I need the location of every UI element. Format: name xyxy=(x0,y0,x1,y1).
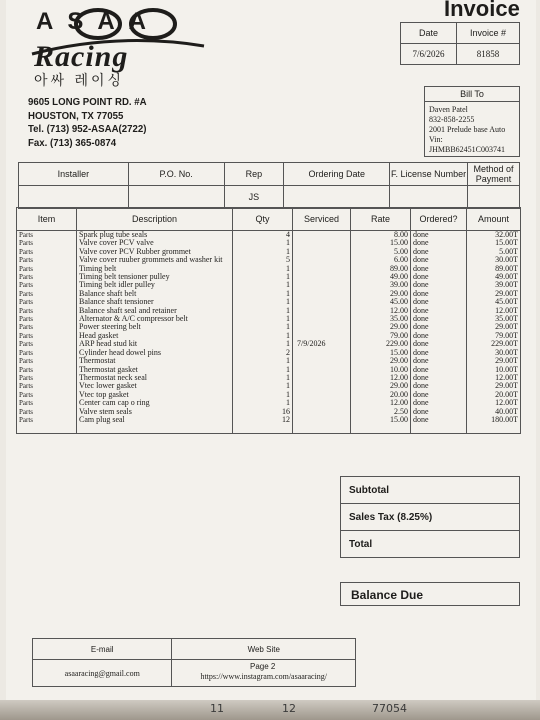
serviced-cell xyxy=(293,239,351,247)
description-cell: ARP head stud kit xyxy=(77,340,233,348)
amount-cell: 5.00T xyxy=(467,248,521,256)
rate-cell: 15.00 xyxy=(351,239,411,247)
serviced-cell xyxy=(293,382,351,390)
serviced-cell xyxy=(293,366,351,374)
table-row xyxy=(17,315,521,323)
invoice-number-header: Invoice # xyxy=(457,23,520,44)
rate-cell: 229.00 xyxy=(351,340,411,348)
col-amount: Amount xyxy=(467,208,521,231)
payment-value xyxy=(468,186,520,209)
table-row xyxy=(17,256,521,264)
table-row xyxy=(17,231,521,240)
item-cell: Parts xyxy=(17,315,77,323)
ordered-cell: done xyxy=(411,416,467,424)
item-cell: Parts xyxy=(17,290,77,298)
qty-cell: 1 xyxy=(233,298,293,306)
balance-due-label: Balance Due xyxy=(340,582,520,606)
ordered-cell: done xyxy=(411,323,467,331)
item-cell: Parts xyxy=(17,265,77,273)
ordered-cell: done xyxy=(411,281,467,289)
item-cell: Parts xyxy=(17,349,77,357)
ordered-cell: done xyxy=(411,256,467,264)
amount-cell: 79.00T xyxy=(467,332,521,340)
description-cell: Valve stem seals xyxy=(77,408,233,416)
qty-cell: 1 xyxy=(233,239,293,247)
qty-cell: 16 xyxy=(233,408,293,416)
col-item: Item xyxy=(17,208,77,231)
item-cell: Parts xyxy=(17,340,77,348)
order-header-table xyxy=(18,162,520,209)
rate-cell: 49.00 xyxy=(351,273,411,281)
serviced-cell: 7/9/2026 xyxy=(293,340,351,348)
address-line-1: 9605 LONG POINT RD. #A xyxy=(28,96,147,108)
item-cell: Parts xyxy=(17,298,77,306)
logo-script: Racing xyxy=(34,40,129,73)
table-row xyxy=(17,248,521,256)
customer-vin: JHMBB62451C003741 xyxy=(429,145,506,154)
amount-cell: 30.00T xyxy=(467,256,521,264)
rate-cell: 35.00 xyxy=(351,315,411,323)
rate-cell: 8.00 xyxy=(351,231,411,240)
ordered-cell: done xyxy=(411,340,467,348)
rate-cell: 79.00 xyxy=(351,332,411,340)
ordered-cell: done xyxy=(411,307,467,315)
description-cell: Thermostat gasket xyxy=(77,366,233,374)
serviced-cell xyxy=(293,399,351,407)
rep-value: JS xyxy=(224,186,284,209)
description-cell: Center cam cap o ring xyxy=(77,399,233,407)
amount-cell: 45.00T xyxy=(467,298,521,306)
qty-cell: 1 xyxy=(233,265,293,273)
item-cell: Parts xyxy=(17,332,77,340)
item-cell: Parts xyxy=(17,256,77,264)
ordered-cell: done xyxy=(411,357,467,365)
amount-cell: 32.00T xyxy=(467,231,521,240)
description-cell: Cam plug seal xyxy=(77,416,233,424)
table-row xyxy=(17,340,521,348)
rate-cell: 12.00 xyxy=(351,374,411,382)
serviced-cell xyxy=(293,349,351,357)
qty-cell: 1 xyxy=(233,281,293,289)
description-cell: Spark plug tube seals xyxy=(77,231,233,240)
serviced-cell xyxy=(293,256,351,264)
ordered-cell: done xyxy=(411,374,467,382)
description-cell-empty xyxy=(77,424,233,433)
bill-to-header: Bill To xyxy=(424,86,520,102)
rep-header: Rep xyxy=(224,163,284,186)
qty-cell: 1 xyxy=(233,357,293,365)
ordered-cell: done xyxy=(411,231,467,240)
qty-cell: 1 xyxy=(233,374,293,382)
rate-cell: 15.00 xyxy=(351,349,411,357)
item-cell: Parts xyxy=(17,231,77,240)
qty-cell: 1 xyxy=(233,290,293,298)
item-cell: Parts xyxy=(17,416,77,424)
table-row xyxy=(17,307,521,315)
table-row xyxy=(17,265,521,273)
item-cell: Parts xyxy=(17,281,77,289)
ordered-cell: done xyxy=(411,239,467,247)
rate-cell: 6.00 xyxy=(351,256,411,264)
ordered-cell: done xyxy=(411,265,467,273)
qty-cell: 1 xyxy=(233,332,293,340)
company-address xyxy=(28,96,147,150)
address-line-2: HOUSTON, TX 77055 xyxy=(28,109,124,122)
serviced-cell xyxy=(293,248,351,256)
item-cell: Parts xyxy=(17,374,77,382)
amount-cell: 12.00T xyxy=(467,307,521,315)
table-row xyxy=(17,273,521,281)
handwriting-right: 77054 xyxy=(372,702,407,715)
rate-cell: 29.00 xyxy=(351,323,411,331)
qty-cell: 5 xyxy=(233,256,293,264)
table-row xyxy=(17,357,521,365)
serviced-cell xyxy=(293,408,351,416)
company-logo xyxy=(28,6,208,89)
qty-cell: 4 xyxy=(233,231,293,240)
amount-cell: 12.00T xyxy=(467,399,521,407)
serviced-cell xyxy=(293,416,351,424)
rate-cell: 10.00 xyxy=(351,366,411,374)
license-header: F. License Number xyxy=(390,163,468,186)
table-row xyxy=(17,239,521,247)
rate-cell: 29.00 xyxy=(351,382,411,390)
col-rate: Rate xyxy=(351,208,411,231)
qty-cell: 2 xyxy=(233,349,293,357)
amount-cell: 180.00T xyxy=(467,416,521,424)
serviced-cell xyxy=(293,298,351,306)
qty-cell: 1 xyxy=(233,399,293,407)
description-cell: Vtec top gasket xyxy=(77,391,233,399)
ordered-cell: done xyxy=(411,298,467,306)
description-cell: Valve cover PCV valve xyxy=(77,239,233,247)
col-qty: Qty xyxy=(233,208,293,231)
amount-cell: 229.00T xyxy=(467,340,521,348)
description-cell: Valve cover ruuber grommets and washer kit xyxy=(77,256,233,264)
table-row xyxy=(17,349,521,357)
ordered-cell: done xyxy=(411,366,467,374)
qty-cell: 1 xyxy=(233,340,293,348)
qty-cell: 1 xyxy=(233,391,293,399)
invoice-meta-table xyxy=(400,22,520,65)
amount-cell: 89.00T xyxy=(467,265,521,273)
amount-cell: 35.00T xyxy=(467,315,521,323)
ordering-date-value xyxy=(284,186,390,209)
item-cell: Parts xyxy=(17,248,77,256)
website-value[interactable]: https://www.instagram.com/asaaracing/ xyxy=(172,660,356,687)
qty-cell: 1 xyxy=(233,307,293,315)
item-cell: Parts xyxy=(17,239,77,247)
table-row xyxy=(17,408,521,416)
table-row xyxy=(17,323,521,331)
rate-cell: 20.00 xyxy=(351,391,411,399)
description-cell: Thermostat xyxy=(77,357,233,365)
installer-value xyxy=(19,186,129,209)
amount-cell-empty xyxy=(467,424,521,433)
bill-to-box xyxy=(424,86,520,157)
serviced-cell xyxy=(293,332,351,340)
table-row xyxy=(17,382,521,390)
item-cell: Parts xyxy=(17,273,77,281)
table-row xyxy=(17,391,521,399)
rate-cell-empty xyxy=(351,424,411,433)
handwriting-mid: 12 xyxy=(282,702,296,715)
bill-to-body xyxy=(424,102,520,157)
amount-cell: 29.00T xyxy=(467,382,521,390)
line-items-table xyxy=(16,207,521,434)
company-fax: Fax. (713) 365-0874 xyxy=(28,136,117,149)
ordered-cell: done xyxy=(411,315,467,323)
amount-cell: 49.00T xyxy=(467,273,521,281)
rate-cell: 29.00 xyxy=(351,357,411,365)
table-row xyxy=(17,290,521,298)
invoice-title: Invoice xyxy=(444,0,520,21)
serviced-cell xyxy=(293,357,351,365)
logo-korean: 아싸 레이싱 xyxy=(34,73,125,89)
qty-cell: 1 xyxy=(233,382,293,390)
po-header: P.O. No. xyxy=(128,163,224,186)
customer-phone: 832-858-2255 xyxy=(429,115,475,124)
description-cell: Timing belt idler pulley xyxy=(77,281,233,289)
rate-cell: 5.00 xyxy=(351,248,411,256)
amount-cell: 29.00T xyxy=(467,357,521,365)
description-cell: Cylinder head dowel pins xyxy=(77,349,233,357)
serviced-cell xyxy=(293,307,351,315)
amount-cell: 29.00T xyxy=(467,290,521,298)
item-cell: Parts xyxy=(17,323,77,331)
footer-table xyxy=(32,638,356,687)
email-value[interactable]: asaaracing@gmail.com xyxy=(33,660,172,687)
ordered-cell: done xyxy=(411,382,467,390)
amount-cell: 12.00T xyxy=(467,374,521,382)
item-cell-empty xyxy=(17,424,77,433)
customer-name: Daven Patel xyxy=(429,105,468,114)
desk-surface xyxy=(0,700,540,720)
item-cell: Parts xyxy=(17,307,77,315)
amount-cell: 40.00T xyxy=(467,408,521,416)
col-ordered: Ordered? xyxy=(411,208,467,231)
rate-cell: 12.00 xyxy=(351,307,411,315)
table-row xyxy=(17,298,521,306)
date-header: Date xyxy=(401,23,457,44)
totals-table xyxy=(340,476,520,558)
serviced-cell-empty xyxy=(293,424,351,433)
amount-cell: 39.00T xyxy=(467,281,521,289)
description-cell: Vtec lower gasket xyxy=(77,382,233,390)
serviced-cell xyxy=(293,231,351,240)
serviced-cell xyxy=(293,391,351,399)
item-cell: Parts xyxy=(17,391,77,399)
ordered-cell: done xyxy=(411,349,467,357)
description-cell: Balance shaft belt xyxy=(77,290,233,298)
serviced-cell xyxy=(293,273,351,281)
handwriting-left: 11 xyxy=(210,702,224,715)
rate-cell: 15.00 xyxy=(351,416,411,424)
qty-cell: 1 xyxy=(233,273,293,281)
col-description: Description xyxy=(77,208,233,231)
vin-label: Vin: xyxy=(429,135,443,144)
table-row xyxy=(17,332,521,340)
rate-cell: 39.00 xyxy=(351,281,411,289)
rate-cell: 89.00 xyxy=(351,265,411,273)
page-number: Page 2 xyxy=(250,662,276,671)
qty-cell: 1 xyxy=(233,366,293,374)
description-cell: Valve cover PCV Rubber grommet xyxy=(77,248,233,256)
logo-letters: ASAA xyxy=(36,8,161,35)
customer-vehicle: 2001 Prelude base Auto xyxy=(429,125,506,134)
qty-cell: 1 xyxy=(233,248,293,256)
qty-cell: 1 xyxy=(233,323,293,331)
ordered-cell: done xyxy=(411,391,467,399)
item-cell: Parts xyxy=(17,399,77,407)
amount-cell: 10.00T xyxy=(467,366,521,374)
rate-cell: 45.00 xyxy=(351,298,411,306)
ordered-cell: done xyxy=(411,290,467,298)
payment-header: Method of Payment xyxy=(468,163,520,186)
installer-header: Installer xyxy=(19,163,129,186)
description-cell: Alternator & A/C compressor belt xyxy=(77,315,233,323)
ordered-cell: done xyxy=(411,399,467,407)
rate-cell: 2.50 xyxy=(351,408,411,416)
website-header: Web Site xyxy=(172,639,356,660)
invoice-number: 81858 xyxy=(457,44,520,65)
col-serviced: Serviced xyxy=(293,208,351,231)
license-value xyxy=(390,186,468,209)
item-cell: Parts xyxy=(17,408,77,416)
description-cell: Head gasket xyxy=(77,332,233,340)
sales-tax-label: Sales Tax (8.25%) xyxy=(341,504,520,531)
item-cell: Parts xyxy=(17,382,77,390)
qty-cell: 1 xyxy=(233,315,293,323)
item-cell: Parts xyxy=(17,366,77,374)
ordering-date-header: Ordering Date xyxy=(284,163,390,186)
ordered-cell-empty xyxy=(411,424,467,433)
amount-cell: 15.00T xyxy=(467,239,521,247)
amount-cell: 30.00T xyxy=(467,349,521,357)
table-row xyxy=(17,416,521,424)
serviced-cell xyxy=(293,315,351,323)
description-cell: Power steering belt xyxy=(77,323,233,331)
amount-cell: 29.00T xyxy=(467,323,521,331)
description-cell: Timing belt xyxy=(77,265,233,273)
description-cell: Timing belt tensioner pulley xyxy=(77,273,233,281)
ordered-cell: done xyxy=(411,248,467,256)
ordered-cell: done xyxy=(411,332,467,340)
po-value xyxy=(128,186,224,209)
description-cell: Balance shaft tensioner xyxy=(77,298,233,306)
serviced-cell xyxy=(293,265,351,273)
ordered-cell: done xyxy=(411,273,467,281)
table-row-empty xyxy=(17,424,521,433)
description-cell: Balance shaft seal and retainer xyxy=(77,307,233,315)
table-row xyxy=(17,399,521,407)
table-row xyxy=(17,374,521,382)
serviced-cell xyxy=(293,281,351,289)
email-header: E-mail xyxy=(33,639,172,660)
subtotal-label: Subtotal xyxy=(341,477,520,504)
invoice-date: 7/6/2026 xyxy=(401,44,457,65)
ordered-cell: done xyxy=(411,408,467,416)
description-cell: Thermostat neck seal xyxy=(77,374,233,382)
company-tel: Tel. (713) 952-ASAA(2722) xyxy=(28,123,147,135)
table-row xyxy=(17,366,521,374)
serviced-cell xyxy=(293,374,351,382)
item-cell: Parts xyxy=(17,357,77,365)
serviced-cell xyxy=(293,290,351,298)
rate-cell: 12.00 xyxy=(351,399,411,407)
qty-cell: 12 xyxy=(233,416,293,424)
amount-cell: 20.00T xyxy=(467,391,521,399)
qty-cell-empty xyxy=(233,424,293,433)
table-row xyxy=(17,281,521,289)
total-label: Total xyxy=(341,531,520,558)
rate-cell: 29.00 xyxy=(351,290,411,298)
serviced-cell xyxy=(293,323,351,331)
